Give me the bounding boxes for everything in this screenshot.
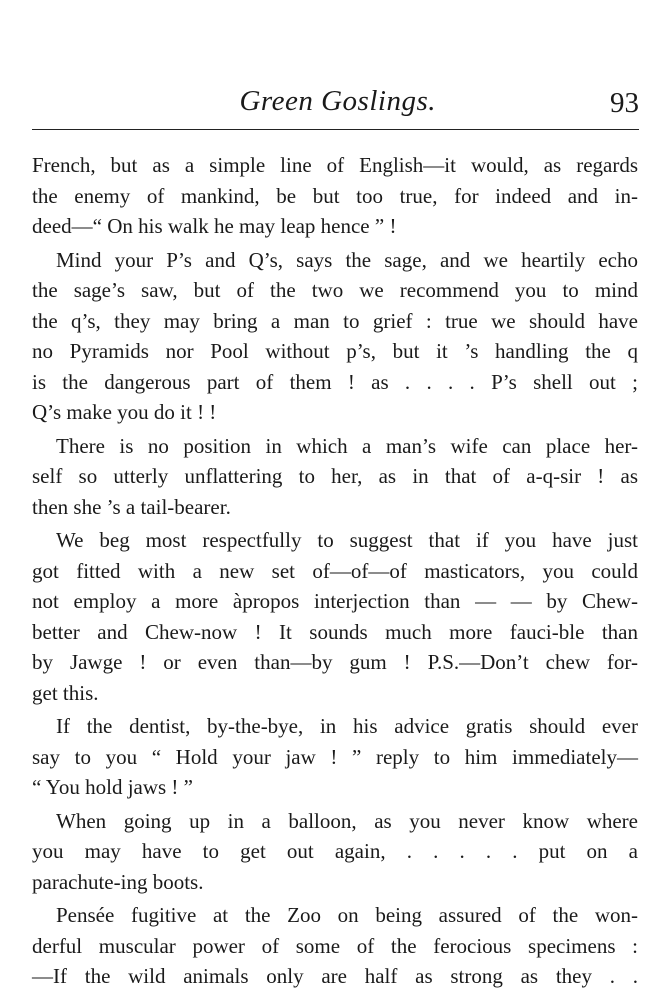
paragraph bbox=[32, 525, 638, 708]
text-line: French, but as a simple line of English—it would, as regards bbox=[32, 153, 638, 177]
text-line: When going up in a balloon, as you never know where bbox=[56, 808, 638, 833]
text-line: the enemy of mankind, be but too true, for indeed and in- bbox=[32, 183, 638, 208]
text-line: If the dentist, by-the-bye, in his advice gratis should ever bbox=[56, 714, 638, 738]
paragraph bbox=[32, 431, 638, 523]
text-line: then she ’s a tail-bearer. bbox=[32, 494, 231, 519]
text-line: the q’s, they may bring a man to grief : true we should have bbox=[32, 308, 638, 333]
text-line: deed—“ On his walk he may leap hence ” ! bbox=[32, 214, 397, 238]
body-text bbox=[32, 150, 638, 992]
header-rule bbox=[32, 129, 639, 130]
text-line: say to you “ Hold your jaw ! ” reply to him immediately— bbox=[32, 744, 638, 769]
running-title: Green Goslings. bbox=[239, 85, 436, 117]
text-line: get this. bbox=[32, 680, 99, 705]
text-line: not employ a more àpropos interjection than — — by Chew- bbox=[32, 589, 638, 613]
text-line: parachute-ing boots. bbox=[32, 869, 204, 894]
text-line: by Jawge ! or even than—by gum ! P.S.—Don’t chew for- bbox=[32, 650, 638, 674]
text-line: self so utterly unflattering to her, as in that of a-q-sir ! as bbox=[32, 464, 638, 488]
text-line: no Pyramids nor Pool without p’s, but it ’s handling the q bbox=[32, 339, 638, 363]
paragraph bbox=[32, 711, 638, 803]
text-line: better and Chew-now ! It sounds much more fauci-ble than bbox=[32, 619, 638, 644]
paragraph bbox=[32, 900, 638, 992]
page-number: 93 bbox=[610, 87, 639, 119]
text-line: —If the wild animals only are half as strong as they . . bbox=[32, 964, 638, 988]
running-head bbox=[32, 84, 641, 134]
text-line: Pensée fugitive at the Zoo on being assured of the won- bbox=[56, 903, 638, 927]
text-line: the sage’s saw, but of the two we recommend you to mind bbox=[32, 278, 638, 302]
text-line: derful muscular power of some of the ferocious specimens : bbox=[32, 933, 638, 958]
text-line: We beg most respectfully to suggest that if you have just bbox=[56, 528, 638, 552]
text-line: “ You hold jaws ! ” bbox=[32, 775, 193, 799]
text-line: Mind your P’s and Q’s, says the sage, and we heartily echo bbox=[56, 247, 638, 272]
text-line: There is no position in which a man’s wife can place her- bbox=[56, 433, 638, 458]
text-line: got fitted with a new set of—of—of masticators, you could bbox=[32, 558, 638, 583]
paragraph bbox=[32, 806, 638, 898]
text-line: you may have to get out again, . . . . . put on a bbox=[32, 839, 638, 863]
paragraph bbox=[32, 150, 638, 242]
paragraph bbox=[32, 245, 638, 428]
text-line: Q’s make you do it ! ! bbox=[32, 400, 217, 424]
text-line: is the dangerous part of them ! as . . . . P’s shell out ; bbox=[32, 369, 638, 394]
